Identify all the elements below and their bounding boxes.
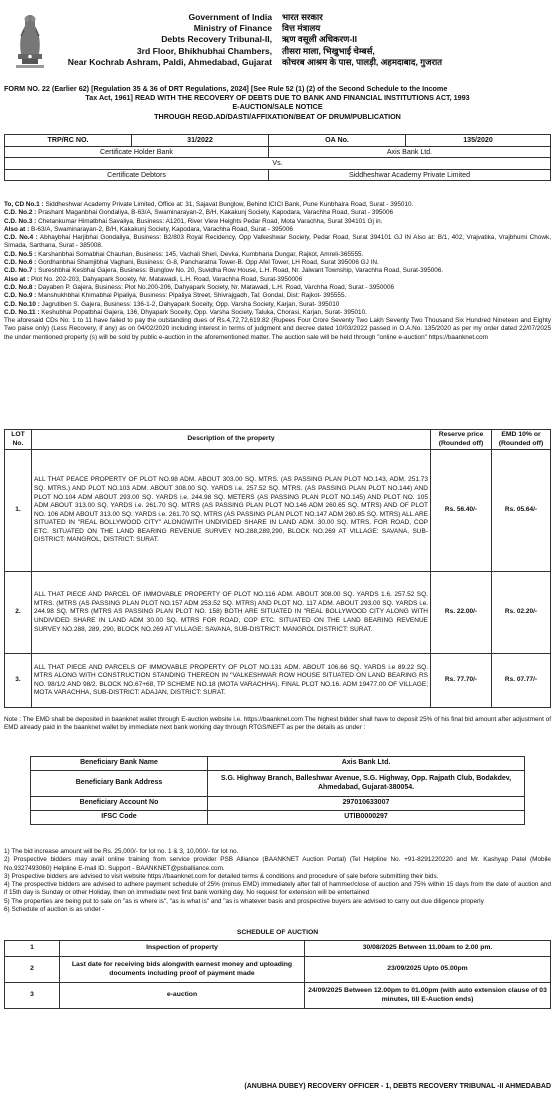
table-row <box>5 450 551 572</box>
form-heading-line: Tax Act, 1961] READ WITH THE RECOVERY OF DEBTS DUE TO BANK AND FINANCIAL INSTITUTIONS ACT, 1993 <box>85 93 470 103</box>
lot-emd: Rs. 02.20/- <box>492 572 551 654</box>
header-line: 3rd Floor, Bhikhubhai Chambers, <box>136 45 272 56</box>
terms-list <box>4 848 551 914</box>
table-row <box>31 811 525 825</box>
cd-text: Gordhanbhai Shamjibhai Vaghani, Business: G-8, Pancharatna Tower-B. Opp Afel Tower, LH Road, Surat 395006 GJ IN. <box>38 259 379 267</box>
term-item: 5) The properties are being put to sale on "as is where is", "as is what is" and "as is whatever basis and prospective buyers are advised to carry out due diligence properly <box>4 897 484 905</box>
cd-label: C.D. No.5 : <box>4 250 37 258</box>
certificate-debtors-list <box>4 201 551 342</box>
lots-header-row <box>5 430 551 450</box>
cd-label: C.D. No.11 : <box>4 308 40 316</box>
bank-value: Axis Bank Ltd. <box>208 757 525 771</box>
cd-text: B-63/A, Swaminarayan-2, B/H, Kakakunj Society, Kapodara, Varachha Road, Surat - 395006 <box>31 225 293 233</box>
term-item: 3) Prospective bidders are advised to visit website https://baanknet.com for detailed terms & conditions and procedure of sale before submitting their bids. <box>4 872 439 880</box>
schedule-value: 30/08/2025 Between 11.00am to 2.00 pm. <box>305 941 551 957</box>
schedule-no: 3 <box>5 983 60 1009</box>
schedule-title: SCHEDULE OF AUCTION <box>236 929 319 936</box>
cd-label: Also at : <box>4 275 30 283</box>
bank-value: S.G. Highway Branch, Balleshwar Avenue, S.G. Highway, Opp. Rajpath Club, Bodakdev, Ahmedabad, Gujarat-380054. <box>208 771 525 797</box>
letterhead-english <box>68 12 272 68</box>
cd-entry <box>4 284 551 292</box>
letterhead <box>0 4 555 78</box>
table-row <box>31 757 525 771</box>
header-line: Government of India <box>188 12 272 22</box>
header-line: Near Kochrab Ashram, Paldi, Ahmedabad, Gujarat <box>67 56 272 67</box>
lot-description: ALL THAT PIECE AND PARCELS OF IMMOVABLE PROPERTY OF PLOT NO.131 ADM. ABOUT 106.66 SQ. YARDS i.e 89.22 SQ. MTRS ALONG WITH CONSTRUCTION STANDING THEREON IN "VALKESHWAR ROW HOUSE SITUATED ON LAND BEARING RS NO. 98/1/2 AND 98/2. BLOCK NO.67+68, TP SCHEME NO.18 (MOTA VARACHHA). FINAL PLOT NO.16. ADM 19477.00 OF VILLAGE; MOTA VARACHHA, SUB-DISTRICT: ADAJAN, DISTRICT: SURAT. <box>32 654 431 708</box>
cd-label: C.D. No.9 : <box>4 292 37 300</box>
cd-label: C.D. No.4 : <box>4 234 38 242</box>
bank-value: 297010633007 <box>208 797 525 811</box>
cd-entry <box>4 226 551 234</box>
lot-description: ALL THAT PEACE PROPERTY OF PLOT NO.98 ADM. ABOUT 303.00 SQ. MTRS. (AS PASSING PLAN PLOT NO.143, ADM. 251.73 SQ. MTRS.) AND PLOT NO.103 ADM. ABOUT 308.00 SQ. YARDS i.e. 257.52 SQ. MTRS. (AS PASSING PLAN PLOT NO.144) AND PLOT NO.104 ADM ABOUT 293.00 SQ. YARDS i.e. 244.98 SQ. METERS (AS PASSING PLAN PLOT NO.145) AND PLOT NO. 105 ADM ABOUT 313.00 SQ. YARDS i.e. 261.70 SQ. MTRS (AS PASSING PLAN PLOT NO.146 ADM 260.65 SQ. MTRS) AND OF PLOT NO. 106 ADM ABOUT 313.00 SQ. YARDS i.e. 261.70 SQ. MTRS (AS PASSING PLAN PLOT NO.147 ADM 260.85 SQ. MTRS) ALL ARE SITUATED IN "REAL BOLLYWOOD CITY" ALONGWITH UNDIVIDED SHARE IN LAND ADM. 30.00 SQ. MTRS. FOR ROAD, COP ETC. SITUATED ON THE LAND BEARING REVENUE SURVEY NO.288,289,290, BLOCK NO.269 AT VILLAGE: SAVANA, SUB-DISTRICT: MANGROL, DISTRICT: SURAT. <box>32 450 431 572</box>
cd-entry <box>4 259 551 267</box>
schedule-item: Last date for receiving bids alongwith earnest money and uploading documents including proof of payment made <box>60 957 305 983</box>
cd-text: Dayaben P. Gajera, Business: Plot No.200-206, Dahyapark Society, Nr. Matawadi, L.H. Road, Varchha Road, Surat - 3950006 <box>38 283 395 291</box>
beneficiary-bank-table <box>30 756 525 825</box>
table-row <box>5 983 551 1009</box>
cd-label: C.D. No.10 : <box>4 300 40 308</box>
term-item: 4) The prospective bidders are advised to adhere payment schedule of 25% (minus EMD) immediately after fall of hammer/close of auction and 75% within 15 days from the date of auction and if 15th day is Sunday or other Holiday, then on immediate next first bank working day. No request for extension will be entertained <box>4 881 551 897</box>
table-row <box>5 941 551 957</box>
cd-entry <box>4 292 551 300</box>
versus-label: Vs. <box>5 158 551 170</box>
lot-no: 3. <box>5 654 32 708</box>
cd-text: Manshukhbhai Khimabhai Pipaliya, Business: Pipaliya Street, Shivrajgadh, Tal: Gondal, Dist: Rajkot- 395555. <box>38 292 347 300</box>
schedule-value: 24/09/2025 Between 12.00pm to 01.00pm (with auto extension clause of 03 minutes, till E-Auction ends) <box>305 983 551 1009</box>
lot-no-header: LOT No. <box>5 430 32 450</box>
schedule-table <box>4 940 551 1009</box>
header-line: भारत सरकार <box>282 12 323 22</box>
bank-label: IFSC Code <box>31 811 208 825</box>
description-header: Description of the property <box>32 430 431 450</box>
header-line: कोचरब आश्रम के पास, पालड़ी, अहमदाबाद, गुजरात <box>282 56 443 67</box>
bank-label: Beneficiary Bank Address <box>31 771 208 797</box>
emd-header: EMD 10% or (Rounded off) <box>492 430 551 450</box>
cd-text: Chetankumar Himatbhai Savaliya, Business: A1201, River View Heights Pedar Road, Mota Varachha, Surat 394101 Gj in. <box>38 217 383 225</box>
cd-entry <box>4 234 551 251</box>
lot-reserve: Rs. 56.40/- <box>431 450 492 572</box>
term-item: 1) The bid increase amount will be Rs. 25,000/- for lot no. 1 & 3, 10,000/- for lot no. <box>4 848 239 855</box>
schedule-item: e-auction <box>60 983 305 1009</box>
lot-no: 2. <box>5 572 32 654</box>
table-row <box>31 771 525 797</box>
national-emblem-icon <box>8 8 52 70</box>
cd-text: Prashant Maganbhai Gondaliya, B-63/A, Swaminarayan-2, B/H, Kakakunj Society, Kapodara, Varachha Road, Surat - 395006 <box>38 209 394 217</box>
schedule-item: Inspection of property <box>60 941 305 957</box>
bank-value: UTIB0000297 <box>208 811 525 825</box>
table-row <box>5 654 551 708</box>
oa-label: OA No. <box>269 135 406 147</box>
debtors-value: Siddheshwar Academy Private Limited <box>269 169 551 181</box>
cd-entry <box>4 309 551 317</box>
header-line: वित्त मंत्रालय <box>282 23 321 34</box>
form-heading-line: E-AUCTION/SALE NOTICE <box>232 102 323 112</box>
cd-entry <box>4 276 551 284</box>
lot-emd: Rs. 07.77/- <box>492 654 551 708</box>
cd-label: Also at : <box>4 225 30 233</box>
cd-label: C.D. No.6 : <box>4 259 37 267</box>
cd-entry <box>4 201 551 209</box>
schedule-value: 23/09/2025 Upto 05.00pm <box>305 957 551 983</box>
term-item: 2) Prospective bidders may avail online training from service provider PSB Alliance (BAANKNET Auction Portal) (Tel Helpline No. +91-8291220220 and Mr. Kashyap Patel (Mobile No.9327493060) Helpline E-mail ID. Support - BAANKNET@psballiance.com. <box>4 856 551 872</box>
cd-label: C.D. No.8 : <box>4 283 37 291</box>
cd-text: Keshubhai Popatbhai Gajera, 136, Dhyapark Soceity, Opp. Varsha Society, Taluka, Chorasi, Karjan, Surat- 395010. <box>41 308 367 316</box>
bank-label: Beneficiary Account No <box>31 797 208 811</box>
header-line: तीसरा माला, भिखुभाई चेम्बर्स, <box>282 45 375 56</box>
lot-description: ALL THAT PIECE AND PARCEL OF IMMOVABLE PROPERTY OF PLOT NO.116 ADM. ABOUT 308.00 SQ. YARDS 1.6. 257.52 SQ. MTRS. (MTRS (AS PASSING PLAN PLOT NO.157 ADM 253.52 SQ. MTRS) AND PLOT NO. 117 ADM. ABOUT 293.00 SQ. YARDS i.e. 244.98 SQ. MTRS (MTRS AS PASSING PLAN PLOT NO. 158) BOTH ARE SITUATED IN "REAL BOLLYWOOD CITY ALONG WITH UNDIVIDED SHARE IN LAND ADM 30.00 SQ. MTRS FOR ROAD, COP ETC. SITUATED ON THE LAND BEARING REVENUE SURVEY NO.288, 289, 290, BLOCK NO.269 AT VILLAGE: SAVANA, SUB-DISTRICT: MANGROL DISTRICT: SURAT. <box>32 572 431 654</box>
cd-label: C.D. No.7 : <box>4 267 37 275</box>
table-row <box>5 572 551 654</box>
header-line: Debts Recovery Tribunal-II, <box>161 34 272 45</box>
cd-text: Jagrutiben S. Gajera, Business: 136-1-2, Dahyapark Soceity, Opp. Varsha Society, Karjan, Surat- 395010 <box>41 300 340 308</box>
cd-label: C.D. No.2 : <box>4 209 37 217</box>
cd-label: C.D. No.3 : <box>4 217 37 225</box>
form-heading <box>4 84 551 121</box>
lots-table <box>4 429 551 708</box>
table-row <box>5 957 551 983</box>
cd-text: Karshanbhai Somabhai Chauhan, Business: 145, Vachali Sheri, Devka, Kumbharia Dungar, Rajkot, Amreli-365555. <box>38 250 364 258</box>
cd-text: Siddheshwar Academy Private Limited, Office at: 31, Sajavat Bunglow, Behind ICICI Bank, Pune Kunbhaira Road, Surat - 395010. <box>45 201 414 208</box>
emd-note: Note : The EMD shall be deposited in baanknet wallet through E-auction website i.e. https://baanknet.com The highest bidder shall have to deposit 25% of his final bid amount after adjustment of EMD already paid in the baanknet wallet by immediate next bank working day through RTGS/NEFT as per the details as under : <box>4 716 551 732</box>
holder-value: Axis Bank Ltd. <box>269 146 551 158</box>
cd-entry <box>4 301 551 309</box>
cd-text: Abhaybhai Harjibhai Gondaliya, Business: B2/803 Royal Recidency, Opp Valkeshwar Society, Pedar Road, Surat 394101 GJ IN Also at: B/1, 402, Vrajvatika, Vrajbhumi Chowk, Simada, Sarthana, Surat - 385008. <box>4 234 551 250</box>
term-item: 6) Schedule of auction is as under - <box>4 906 105 914</box>
lot-reserve: Rs. 22.00/- <box>431 572 492 654</box>
holder-label: Certificate Holder Bank <box>5 146 269 158</box>
debtors-label: Certificate Debtors <box>5 169 269 181</box>
header-line: Ministry of Finance <box>193 23 272 34</box>
cd-text: Sureshbhai Kesbhai Gajera, Business: Bunglow No. 20, Suvidha Row House, L.H. Road, Nr. Jalwant Township, Varachha Road, Surat-395006. <box>38 267 444 275</box>
cd-entry <box>4 218 551 226</box>
signature-line: (ANUBHA DUBEY) RECOVERY OFFICER - 1, DEBTS RECOVERY TRIBUNAL -II AHMEDABAD <box>244 1083 551 1090</box>
letterhead-hindi <box>282 12 442 68</box>
lot-no: 1. <box>5 450 32 572</box>
form-heading-line: THROUGH REGD.AD/DASTI/AFFIXATION/BEAT OF DRUM/PUBLICATION <box>154 111 401 121</box>
schedule-no: 2 <box>5 957 60 983</box>
intro-paragraph: The aforesaid CDs No. 1 to 11 have failed to pay the outstanding dues of Rs.4,72,72,619.82 (Rupees Four Crore Seventy Two Lakh Seventy Two Thousand Six Hundred Nineteen and Eighty Two paise only) (Less Recovery, if any) as on 04/02/2020 including interest in terms of judgment and decree dated 10/03/2022 passed in O.A.No. 135/2020 as per my order dated 22/07/2025 the under mentioned property (s) will be sold by public e-auction in the aforementioned matter. The auction sale will be held through "online e-auction" https://baanknet.com <box>4 317 551 341</box>
oa-value: 135/2020 <box>406 135 551 147</box>
bank-label: Beneficiary Bank Name <box>31 757 208 771</box>
header-line: ऋण वसूली अधिकरण-II <box>282 34 358 45</box>
case-details-table <box>4 134 551 181</box>
cd-label: To, CD No.1 : <box>4 201 44 208</box>
cd-entry <box>4 267 551 275</box>
reserve-header: Reserve price (Rounded off) <box>431 430 492 450</box>
cd-text: Plot No. 202-203, Dahyapark Society, Nr. Matawadi, L.H. Road, Varachha Road, Surat-3950006 <box>31 275 303 283</box>
trp-value: 31/2022 <box>132 135 269 147</box>
schedule-no: 1 <box>5 941 60 957</box>
cd-entry <box>4 209 551 217</box>
form-heading-line: FORM NO. 22 (Earlier 62) [Regulation 35 & 36 of DRT Regulations, 2024] [See Rule 52 (1) (2) of the Second Schedule to the Income <box>4 84 448 93</box>
lot-reserve: Rs. 77.70/- <box>431 654 492 708</box>
trp-label: TRP/RC NO. <box>5 135 132 147</box>
cd-entry <box>4 251 551 259</box>
lot-emd: Rs. 05.64/- <box>492 450 551 572</box>
table-row <box>31 797 525 811</box>
